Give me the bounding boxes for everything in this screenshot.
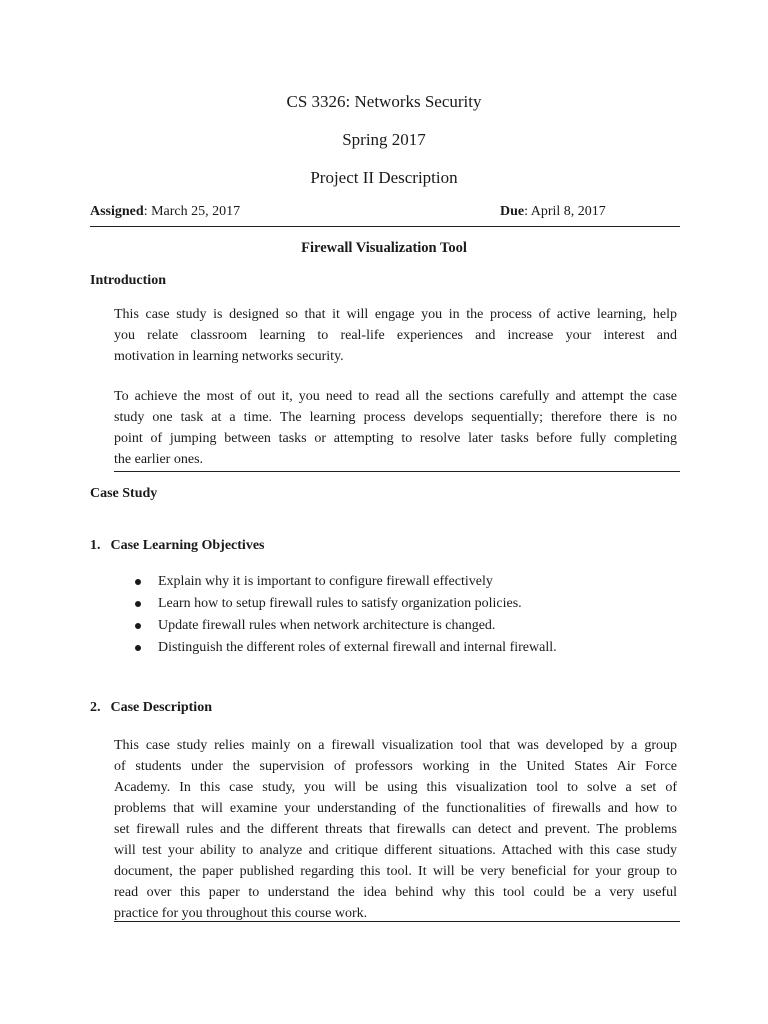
list-item [132, 637, 557, 659]
paragraph-line: problems that will examine your understanding of the functionalities of firewalls and how to [114, 801, 677, 816]
objective-text: Update firewall rules when network architecture is changed. [158, 618, 496, 633]
paragraph-line: practice for you throughout this course work. [114, 906, 368, 921]
bullet-icon [135, 645, 141, 651]
paragraph-line: Academy. In this case study, you will be using this visualization tool to solve a set of [114, 780, 677, 795]
objectives-list [132, 571, 557, 659]
objectives-heading [90, 538, 264, 554]
paragraph-line: will test your ability to analyze and critique different situations. Attached with this case study [114, 843, 677, 858]
description-number: 2. [90, 700, 101, 715]
header-divider [90, 226, 680, 227]
objectives-title: Case Learning Objectives [110, 538, 265, 553]
paragraph-line: motivation in learning networks security. [114, 349, 344, 364]
description-title: Case Description [110, 700, 212, 715]
description-heading [90, 700, 212, 716]
paragraph-line: This case study is designed so that it will engage you in the process of active learning, help [114, 307, 677, 322]
assigned-line [90, 204, 240, 220]
case-study-heading: Case Study [90, 486, 158, 501]
paragraph-line: study one task at a time. The learning process develops sequentially; therefore there is no [114, 410, 677, 425]
objective-text: Explain why it is important to configure firewall effectively [158, 574, 493, 589]
introduction-paragraph-1 [114, 304, 677, 367]
description-paragraph [114, 735, 677, 924]
assigned-label: Assigned [90, 204, 144, 219]
paragraph-line: you relate classroom learning to real-life experiences and increase your interest and [114, 328, 677, 343]
paragraph-line: To achieve the most of out it, you need to read all the sections carefully and attempt the case [114, 389, 677, 404]
paragraph-line: read over this paper to understand the idea behind why this tool could be a very useful [114, 885, 677, 900]
introduction-heading: Introduction [90, 273, 166, 288]
term-title: Spring 2017 [342, 130, 426, 149]
due-label: Due [500, 204, 525, 219]
paragraph-line: document, the paper published regarding this tool. It will be very beneficial for your group to [114, 864, 677, 879]
due-line [500, 204, 606, 220]
paragraph-line: point of jumping between tasks or attempting to resolve later tasks before fully completing [114, 431, 677, 446]
list-item [132, 593, 557, 615]
paragraph-line: the earlier ones. [114, 452, 204, 467]
list-item [132, 571, 557, 593]
bullet-icon [135, 601, 141, 607]
objective-text: Distinguish the different roles of external firewall and internal firewall. [158, 640, 557, 655]
introduction-paragraph-2 [114, 386, 677, 470]
bullet-icon [135, 623, 141, 629]
list-item [132, 615, 557, 637]
paragraph-line: set firewall rules and the different threats that firewalls can detect and prevent. The problems [114, 822, 677, 837]
paragraph-line: of students under the supervision of professors working in the United States Air Force [114, 759, 677, 774]
introduction-divider [114, 471, 680, 472]
assigned-date: : March 25, 2017 [143, 204, 241, 219]
course-title: CS 3326: Networks Security [286, 92, 482, 111]
bullet-icon [135, 579, 141, 585]
objectives-number: 1. [90, 538, 101, 553]
tool-title: Firewall Visualization Tool [301, 240, 467, 256]
due-date: : April 8, 2017 [524, 204, 606, 219]
paragraph-line: This case study relies mainly on a firewall visualization tool that was developed by a group [114, 738, 677, 753]
objective-text: Learn how to setup firewall rules to satisfy organization policies. [158, 596, 522, 611]
description-divider [114, 921, 680, 922]
project-title: Project II Description [310, 168, 458, 187]
